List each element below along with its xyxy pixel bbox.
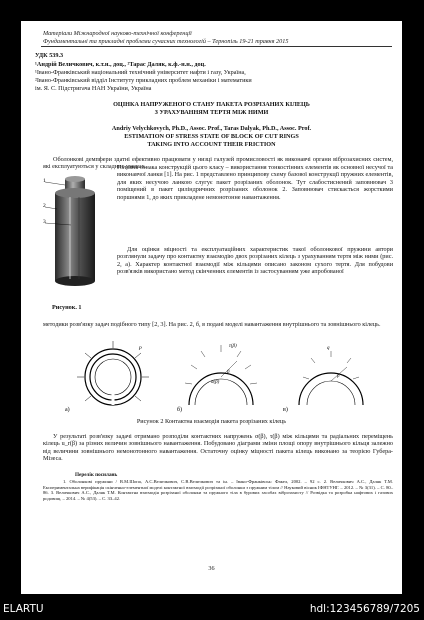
paragraph-3: У результаті розв'язку задачі отримано розподіли контактних напружень σ(β), τ(β) між кільцями та радіальних переміщень кілець u_r(β) за різних величин зовнішнього навантаження. Побудовано діаграми зміни площі опору внутрішнього кільця залежно від величини зовнішнього немонотонного навантаження. Остаточну оцінку міцності пакета кілець виконано за теорією Губера-Мізеса. xyxy=(43,433,393,463)
sigma-symbol: σ(β) xyxy=(211,380,220,385)
references-title: Перелік посилань xyxy=(75,472,118,478)
contact-stress-arrows xyxy=(185,345,257,384)
udk-code: УДК 539.3 xyxy=(35,52,64,59)
figure-1-label-2: 2 xyxy=(43,203,46,209)
tau-symbol: τ(β) xyxy=(229,344,237,349)
figure-2-caption: Рисунок 2 Контактна взаємодія пакета розрізаних кілець xyxy=(136,418,287,425)
paragraph-1-wrapped: Головна ознака конструкцій цього класу – використання тонкостінних елементів як основної несучої та виконавчої ланки [1]. На рис. 1 представлено принципову схему базової конструкції пружних елементів, для яких несучою ланкою слугує пакет розрізаних оболонок. Тут слабостиснений заповнювач 3 поміщений в пакет циліндричних розрізаних оболонок 2. Заповнювач стискається жорсткими поршнями 1, до яких прикладене немонотонне навантаження. xyxy=(117,164,393,201)
references-list: 1. Оболонкові пружини / В.М.Шопа, А.С.Величкович, С.В.Величкович та ін. – Івано-Франківськ: Факел, 2002. – 92 с. 2. Величкович А.С., Даляк Т.М. Експериментальна верифікація скінченно-елементної моделі контактної взаємодії розрізаної оболонки з пружним тілом // Науковий вісник ІФНТУНГ. – 2012. – № 3(31). – С. 80–86. 3. Величкович А.С., Даляк Т.М. Контактна взаємодія розрізаної оболонки та пружного тіла в бурових засобах віброзахисту // Розвідка та розробка нафтових і газових родовищ. – 2014. – № 4(53). – С. 33–42. xyxy=(43,479,393,501)
footer-handle: hdl:123456789/7205 xyxy=(309,603,420,615)
figure-2-panel-c-label: в) xyxy=(283,407,288,413)
paragraph-2-continued: методики розв'язку задач подібного типу [2, 3]. На рис. 2, б, в подані моделі навантаження внутрішнього та зовнішнього кілець. xyxy=(43,321,381,328)
beta-symbol-c: β xyxy=(337,374,340,379)
header-line-2: Фундаментальні та прикладні проблеми сучасних технологій – Тернопіль 19-21 травня 2015 xyxy=(43,37,289,45)
figure-2-panel-a xyxy=(65,341,149,413)
figure-1-label-1: 1 xyxy=(43,178,46,184)
figure-2-panel-a-label: а) xyxy=(65,407,70,413)
authors-ua: ¹Андрій Величкович, к.т.н., доц., ²Тарас Даляк, к.ф.-н.н., доц. xyxy=(35,61,206,68)
title-en-line-2: TAKING INTO ACCOUNT THEIR FRICTION xyxy=(147,141,276,148)
paragraph-2-wrapped: Для оцінки міцності та експлуатаційних характеристик такої оболонкової пружини автори розглянули задачу про контактну взаємодію двох розрізаних кілець з урахуванням тертя між ними (рис. 2, а). Характер контактної взаємодії між кільцями описано законом сухого тертя. Для побудови розв'язків використано метод скінченних елементів із застосуванням уже апробованої xyxy=(117,246,393,276)
footer-left-label: ELARTU xyxy=(3,603,44,615)
title-en-line-1: ESTIMATION OF STRESS STATE OF BLOCK OF CUT RINGS xyxy=(124,133,299,140)
beta-symbol-b: β xyxy=(227,370,230,375)
paragraph-1-lead: Оболонкові демпфери здатні ефективно працювати у низці галузей промисловості як виконавчі органи віброзахисних систем, які експлуатуються у складних умовах. xyxy=(43,156,393,171)
q-symbol: q xyxy=(327,346,330,351)
affiliation-1: ¹Івано-Франківський національний технічний університет нафти і газу, Україна, xyxy=(35,69,246,76)
title-ua-line-2: З УРАХУВАННЯМ ТЕРТЯ МІЖ НИМИ xyxy=(154,109,269,116)
header-line-1: Матеріали Міжнародної науково-технічної конференції xyxy=(43,30,192,37)
inner-load-arrows xyxy=(303,351,359,379)
affiliation-2b: ім. Я. С. Підстригача НАН України, Україна xyxy=(35,85,152,92)
figure-1-shell-spring xyxy=(43,173,113,295)
shell-top-rim xyxy=(55,188,95,198)
page-number: 36 xyxy=(208,565,215,572)
figure-1-label-3: 3 xyxy=(43,219,46,225)
shell-package xyxy=(55,193,95,281)
figure-1-caption: Рисунок. 1 xyxy=(52,304,82,311)
header-divider xyxy=(41,46,392,47)
affiliation-2a: ²Івано-Франківський відділ Інституту прикладних проблем механіки і математики xyxy=(35,77,252,84)
top-piston-cap xyxy=(65,176,85,182)
shell-bottom-rim xyxy=(55,276,95,286)
authors-en: Andriy Velychkovych, Ph.D., Assoc. Prof., Taras Dalyak, Ph.D., Assoc. Prof. xyxy=(111,125,312,132)
figure-2-contact-diagram xyxy=(65,339,371,415)
figure-2-panel-c xyxy=(283,346,363,413)
title-ua-line-1: ОЦІНКА НАПРУЖЕНОГО СТАНУ ПАКЕТА РОЗРІЗАНИХ КІЛЕЦЬ xyxy=(113,101,310,108)
leader-line-1 xyxy=(45,182,65,185)
document-page xyxy=(21,21,402,594)
conference-header xyxy=(43,30,393,45)
figure-2-panel-b xyxy=(177,344,257,413)
pressure-symbol-a: p xyxy=(139,345,142,351)
figure-2-panel-b-label: б) xyxy=(177,407,183,413)
